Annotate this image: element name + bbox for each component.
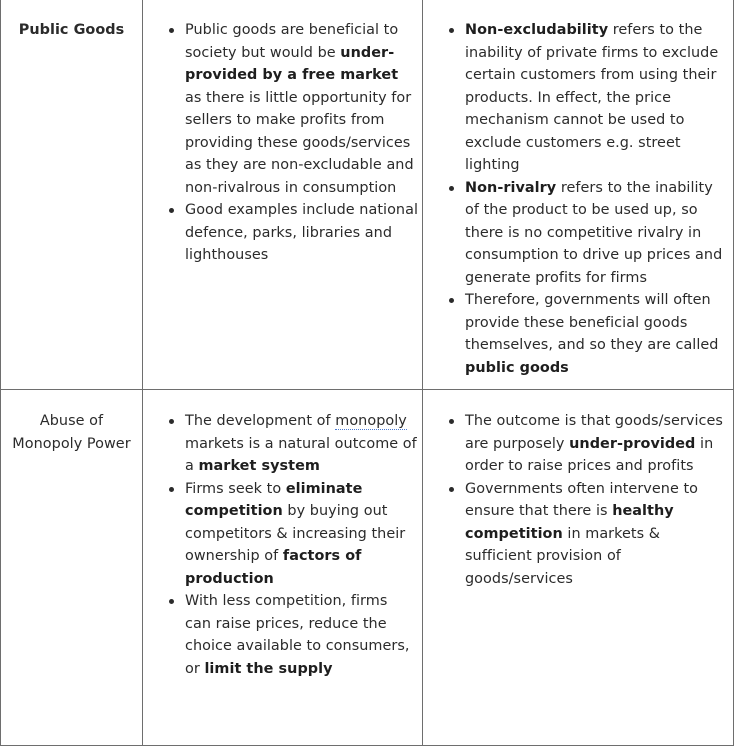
list-item: Firms seek to eliminate competition by buying out competitors & increasing their ownership of factors of production: [185, 478, 418, 591]
causes-cell-public-goods: [143, 0, 423, 390]
consequences-cell-monopoly: [423, 390, 734, 746]
table-row-monopoly: [1, 390, 734, 746]
table-row-public-goods: [1, 0, 734, 390]
list-item: Therefore, governments will often provide these beneficial goods themselves, and so they are called public goods: [465, 289, 731, 379]
row-heading-text: Abuse of Monopoly Power: [12, 413, 131, 452]
list-item: Public goods are beneficial to society but would be under-provided by a free market as there is little opportunity for sellers to make profits from providing these goods/services as they are non-excludable and non-rivalrous in consumption: [185, 19, 418, 199]
row-heading-public-goods: [1, 0, 143, 390]
list-item: The development of monopoly markets is a natural outcome of a market system: [185, 410, 418, 478]
list-item: The outcome is that goods/services are purposely under-provided in order to raise prices and profits: [465, 410, 731, 478]
bullet-list: [423, 0, 733, 379]
causes-cell-monopoly: [143, 390, 423, 746]
list-item: Non-excludability refers to the inability of private firms to exclude certain customers from using their products. In effect, the price mechanism cannot be used to exclude customers e.g. street lighting: [465, 19, 731, 177]
list-item: Non-rivalry refers to the inability of the product to be used up, so there is no competitive rivalry in consumption to drive up prices and generate profits for firms: [465, 177, 731, 290]
bullet-list: [423, 390, 733, 590]
bullet-list: [143, 390, 422, 680]
bullet-list: [143, 0, 422, 267]
monopoly-glossary-link[interactable]: monopoly: [335, 413, 407, 429]
list-item: Good examples include national defence, parks, libraries and lighthouses: [185, 199, 418, 267]
row-heading-text: Public Goods: [18, 22, 125, 38]
consequences-cell-public-goods: [423, 0, 734, 390]
list-item: Governments often intervene to ensure that there is healthy competition in markets & sufficient provision of goods/services: [465, 478, 731, 591]
row-heading-monopoly: [1, 390, 143, 746]
list-item: With less competition, firms can raise prices, reduce the choice available to consumers, or limit the supply: [185, 590, 418, 680]
